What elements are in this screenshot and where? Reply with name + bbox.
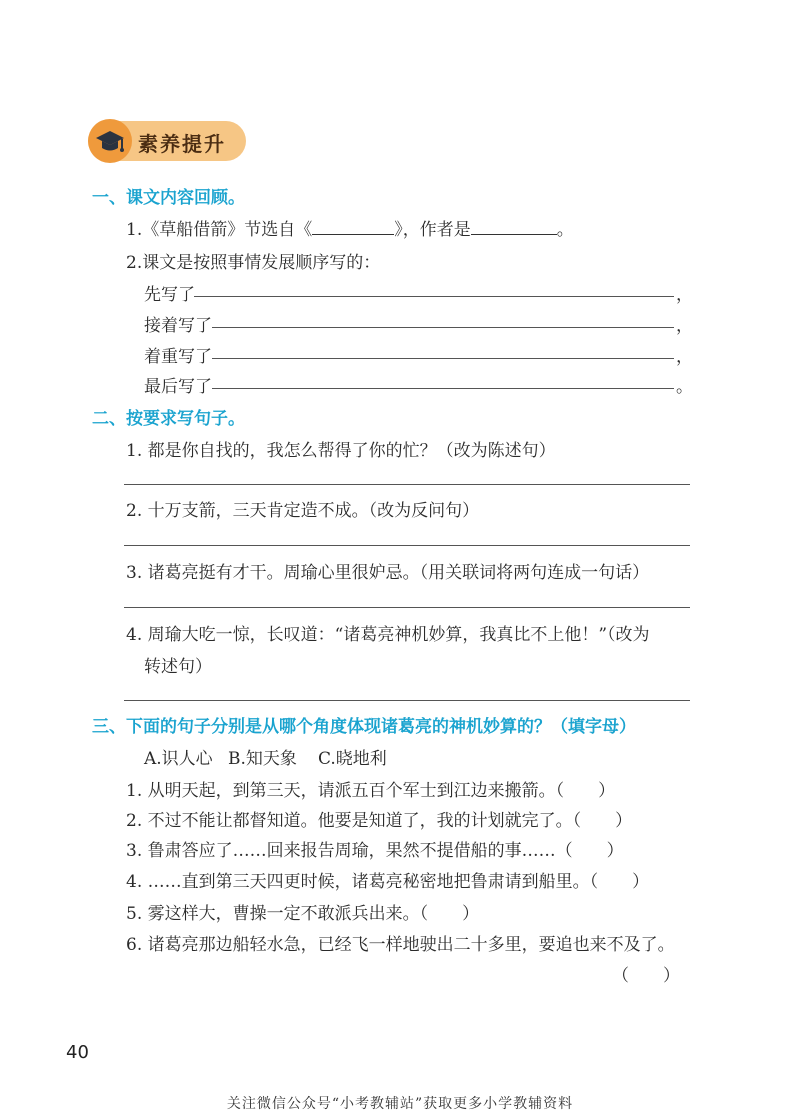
s3-item-4: 4. ……直到第三天四更时候，诸葛亮秘密地把鲁肃请到船里。（ ） (126, 872, 650, 892)
banner-title: 素养提升 (138, 132, 226, 156)
step-answer-line-2[interactable] (212, 327, 674, 328)
s3-item-3: 3. 鲁肃答应了……回来报告周瑜，果然不提借船的事……（ ） (126, 841, 624, 861)
option-a: A.识人心 (144, 749, 213, 769)
s1-question-2: 2.课文是按照事情发展顺序写的： (126, 253, 381, 273)
step-end-4: 。 (676, 377, 693, 397)
section3-heading: 三、下面的句子分别是从哪个角度体现诸葛亮的神机妙算的？（填字母） (92, 717, 636, 737)
author-blank[interactable] (471, 218, 557, 235)
s2-answer-line-2[interactable] (124, 545, 690, 546)
step-end-3: ， (676, 347, 693, 367)
step-label-3: 着重写了 (144, 347, 212, 367)
step-end-1: ， (676, 285, 693, 305)
step-answer-line-4[interactable] (212, 388, 674, 389)
page-number: 40 (66, 1042, 89, 1063)
section1-heading: 一、课文内容回顾。 (92, 188, 245, 208)
s3-item-6-answer[interactable]: （ ） (612, 966, 680, 986)
s1-question-1: 1.《草船借箭》节选自《 》，作者是 。 (126, 220, 574, 240)
book-title-blank[interactable] (312, 218, 394, 235)
s2-answer-line-1[interactable] (124, 484, 690, 485)
s2-question-2: 2. 十万支箭，三天肯定造不成。（改为反问句） (126, 501, 480, 521)
step-label-4: 最后写了 (144, 377, 212, 397)
s3-item-6: 6. 诸葛亮那边船轻水急，已经飞一样地驶出二十多里，要追也来不及了。 (126, 935, 675, 955)
s2-answer-line-3[interactable] (124, 607, 690, 608)
s2-question-4-cont: 转述句） (144, 657, 212, 677)
step-answer-line-3[interactable] (212, 358, 674, 359)
option-b: B.知天象 (228, 749, 297, 769)
step-answer-line-1[interactable] (194, 296, 674, 297)
banner-icon-circle (88, 119, 132, 163)
option-c: C.晓地利 (318, 749, 387, 769)
s2-answer-line-4[interactable] (124, 700, 690, 701)
section2-heading: 二、按要求写句子。 (92, 409, 245, 429)
step-label-2: 接着写了 (144, 316, 212, 336)
s2-question-4: 4. 周瑜大吃一惊，长叹道：“诸葛亮神机妙算，我真比不上他！”（改为 (126, 625, 650, 645)
step-label-1: 先写了 (144, 285, 195, 305)
graduation-cap-icon (88, 119, 132, 163)
s3-item-2: 2. 不过不能让都督知道。他要是知道了，我的计划就完了。（ ） (126, 811, 633, 831)
s2-question-3: 3. 诸葛亮挺有才干。周瑜心里很妒忌。（用关联词将两句连成一句话） (126, 563, 650, 583)
s3-item-5: 5. 雾这样大，曹操一定不敢派兵出来。（ ） (126, 904, 480, 924)
footer-note: 关注微信公众号“小考教辅站”获取更多小学教辅资料 (226, 1096, 574, 1112)
s2-question-1: 1. 都是你自找的，我怎么帮得了你的忙？（改为陈述句） (126, 441, 556, 461)
step-end-2: ， (676, 316, 693, 336)
s3-item-1: 1. 从明天起，到第三天，请派五百个军士到江边来搬箭。（ ） (126, 781, 616, 801)
